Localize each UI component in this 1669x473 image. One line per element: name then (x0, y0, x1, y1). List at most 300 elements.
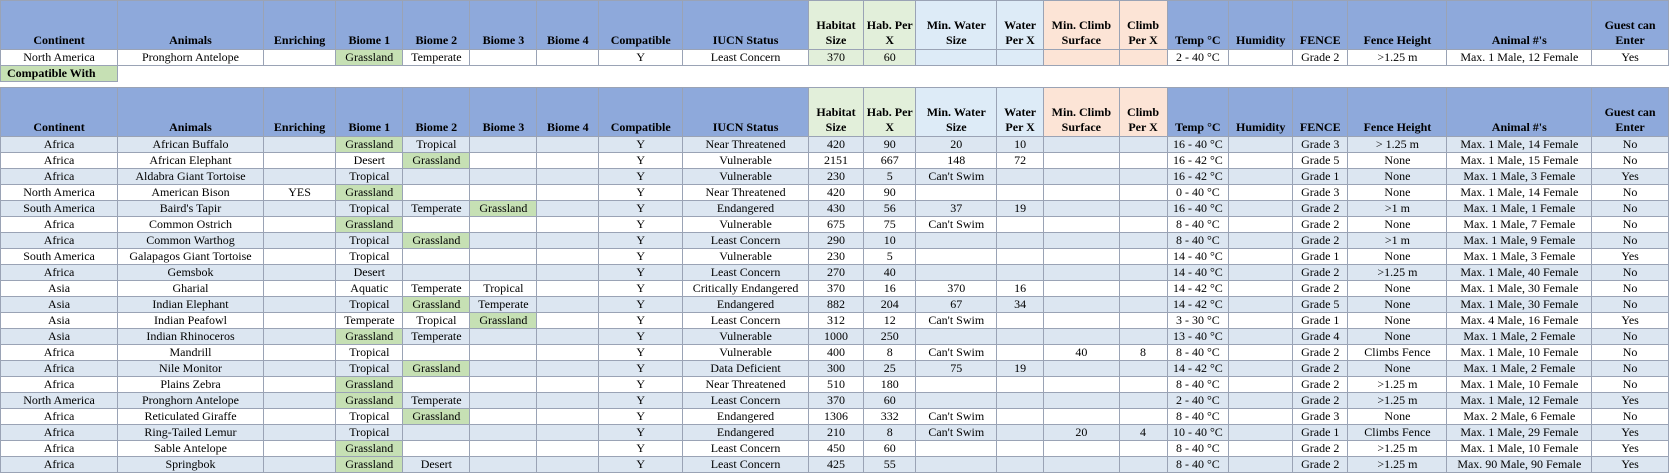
cell-fence-height[interactable]: >1 m (1348, 201, 1447, 217)
cell-water-per-x[interactable] (997, 345, 1044, 361)
cell-biome4[interactable] (537, 50, 599, 66)
cell-animal[interactable]: Reticulated Giraffe (118, 409, 264, 425)
cell-compatible[interactable]: Y (599, 345, 683, 361)
cell-enriching[interactable] (263, 281, 335, 297)
cell-habitat-size[interactable]: 370 (808, 281, 863, 297)
cell-biome4[interactable] (537, 169, 599, 185)
cell-biome1[interactable]: Tropical (336, 425, 403, 441)
cell-iucn[interactable]: Vulnerable (683, 169, 809, 185)
cell-min-water[interactable]: 148 (916, 153, 997, 169)
cell-biome1[interactable]: Grassland (336, 50, 403, 66)
cell-min-climb[interactable] (1044, 233, 1120, 249)
cell-humidity[interactable] (1229, 457, 1293, 473)
cell-humidity[interactable] (1229, 153, 1293, 169)
cell-min-climb[interactable] (1044, 201, 1120, 217)
cell-guest-enter[interactable]: Yes (1592, 313, 1669, 329)
cell-min-climb[interactable]: 20 (1044, 425, 1120, 441)
cell-climb-per-x[interactable]: 8 (1119, 345, 1167, 361)
cell-habitat-size[interactable]: 370 (808, 50, 863, 66)
cell-fence[interactable]: Grade 2 (1293, 281, 1348, 297)
cell-water-per-x[interactable]: 10 (997, 137, 1044, 153)
cell-guest-enter[interactable]: Yes (1592, 425, 1669, 441)
cell-fence-height[interactable]: >1 m (1348, 233, 1447, 249)
cell-biome4[interactable] (537, 137, 599, 153)
cell-temp[interactable]: 2 - 40 °C (1167, 50, 1229, 66)
cell-animal-counts[interactable]: Max. 1 Male, 12 Female (1447, 50, 1592, 66)
cell-biome4[interactable] (537, 249, 599, 265)
cell-animal-counts[interactable]: Max. 1 Male, 3 Female (1447, 249, 1592, 265)
cell-humidity[interactable] (1229, 425, 1293, 441)
cell-continent[interactable]: Africa (1, 137, 118, 153)
cell-climb-per-x[interactable] (1119, 441, 1167, 457)
cell-fence-height[interactable]: None (1348, 281, 1447, 297)
cell-compatible[interactable]: Y (599, 153, 683, 169)
cell-climb-per-x[interactable] (1119, 409, 1167, 425)
cell-humidity[interactable] (1229, 393, 1293, 409)
cell-biome3[interactable] (470, 137, 537, 153)
cell-biome3[interactable] (470, 457, 537, 473)
cell-biome2[interactable] (403, 217, 470, 233)
cell-biome2[interactable] (403, 441, 470, 457)
header-min-water[interactable]: Min. Water Size (916, 1, 997, 50)
cell-biome1[interactable]: Grassland (336, 217, 403, 233)
compatible-with-label[interactable]: Compatible With (1, 66, 118, 82)
cell-iucn[interactable]: Vulnerable (683, 249, 809, 265)
cell-biome4[interactable] (537, 281, 599, 297)
cell-enriching[interactable]: YES (263, 185, 335, 201)
cell-min-climb[interactable] (1044, 313, 1120, 329)
cell-animal[interactable]: Galapagos Giant Tortoise (118, 249, 264, 265)
cell-temp[interactable]: 16 - 40 °C (1167, 137, 1229, 153)
cell-guest-enter[interactable]: Yes (1592, 441, 1669, 457)
cell-climb-per-x[interactable] (1119, 169, 1167, 185)
cell-animal-counts[interactable]: Max. 1 Male, 1 Female (1447, 201, 1592, 217)
cell-fence-height[interactable]: Climbs Fence (1348, 425, 1447, 441)
cell-compatible[interactable]: Y (599, 281, 683, 297)
cell-min-water[interactable] (916, 265, 997, 281)
cell-climb-per-x[interactable] (1119, 281, 1167, 297)
cell-min-water[interactable]: 370 (916, 281, 997, 297)
header-climb-per-x[interactable]: Climb Per X (1119, 88, 1167, 137)
cell-fence[interactable]: Grade 3 (1293, 409, 1348, 425)
cell-climb-per-x[interactable] (1119, 137, 1167, 153)
cell-temp[interactable]: 8 - 40 °C (1167, 457, 1229, 473)
cell-biome2[interactable] (403, 345, 470, 361)
cell-min-climb[interactable] (1044, 169, 1120, 185)
cell-biome3[interactable] (470, 169, 537, 185)
cell-water-per-x[interactable] (997, 185, 1044, 201)
cell-guest-enter[interactable]: No (1592, 265, 1669, 281)
cell-biome4[interactable] (537, 265, 599, 281)
cell-climb-per-x[interactable] (1119, 185, 1167, 201)
cell-biome2[interactable]: Temperate (403, 201, 470, 217)
cell-biome3[interactable] (470, 425, 537, 441)
cell-fence-height[interactable]: None (1348, 313, 1447, 329)
cell-hab-per-x[interactable]: 5 (864, 169, 916, 185)
header-biome2[interactable]: Biome 2 (403, 1, 470, 50)
cell-fence[interactable]: Grade 2 (1293, 441, 1348, 457)
cell-water-per-x[interactable] (997, 169, 1044, 185)
cell-water-per-x[interactable] (997, 377, 1044, 393)
cell-continent[interactable]: Asia (1, 281, 118, 297)
cell-min-climb[interactable] (1044, 441, 1120, 457)
cell-biome4[interactable] (537, 297, 599, 313)
cell-guest-enter[interactable]: No (1592, 377, 1669, 393)
cell-biome1[interactable]: Tropical (336, 201, 403, 217)
cell-temp[interactable]: 3 - 30 °C (1167, 313, 1229, 329)
cell-compatible[interactable]: Y (599, 185, 683, 201)
cell-enriching[interactable] (263, 345, 335, 361)
cell-fence-height[interactable]: >1.25 m (1348, 377, 1447, 393)
cell-water-per-x[interactable]: 19 (997, 201, 1044, 217)
cell-biome1[interactable]: Grassland (336, 441, 403, 457)
cell-min-climb[interactable] (1044, 217, 1120, 233)
cell-min-water[interactable]: Can't Swim (916, 425, 997, 441)
cell-climb-per-x[interactable] (1119, 233, 1167, 249)
cell-animal[interactable]: Gharial (118, 281, 264, 297)
header-biome4[interactable]: Biome 4 (537, 88, 599, 137)
cell-biome2[interactable]: Grassland (403, 409, 470, 425)
cell-min-climb[interactable] (1044, 457, 1120, 473)
cell-biome2[interactable]: Temperate (403, 50, 470, 66)
cell-iucn[interactable]: Near Threatened (683, 185, 809, 201)
cell-iucn[interactable]: Least Concern (683, 265, 809, 281)
cell-biome3[interactable] (470, 329, 537, 345)
cell-humidity[interactable] (1229, 50, 1293, 66)
cell-hab-per-x[interactable]: 667 (864, 153, 916, 169)
cell-guest-enter[interactable]: Yes (1592, 457, 1669, 473)
cell-animal[interactable]: Springbok (118, 457, 264, 473)
header-temp[interactable]: Temp °C (1167, 1, 1229, 50)
cell-iucn[interactable]: Endangered (683, 297, 809, 313)
cell-humidity[interactable] (1229, 217, 1293, 233)
cell-animal[interactable]: Common Ostrich (118, 217, 264, 233)
cell-water-per-x[interactable] (997, 265, 1044, 281)
cell-animal[interactable]: Ring-Tailed Lemur (118, 425, 264, 441)
cell-climb-per-x[interactable] (1119, 217, 1167, 233)
cell-fence-height[interactable]: None (1348, 185, 1447, 201)
cell-continent[interactable]: Africa (1, 233, 118, 249)
cell-guest-enter[interactable]: Yes (1592, 169, 1669, 185)
cell-enriching[interactable] (263, 313, 335, 329)
cell-temp[interactable]: 8 - 40 °C (1167, 233, 1229, 249)
cell-iucn[interactable]: Least Concern (683, 441, 809, 457)
cell-animal[interactable]: Indian Peafowl (118, 313, 264, 329)
cell-biome1[interactable]: Tropical (336, 249, 403, 265)
cell-water-per-x[interactable] (997, 425, 1044, 441)
cell-iucn[interactable]: Vulnerable (683, 217, 809, 233)
cell-guest-enter[interactable]: No (1592, 137, 1669, 153)
cell-guest-enter[interactable]: No (1592, 153, 1669, 169)
cell-biome3[interactable] (470, 377, 537, 393)
cell-water-per-x[interactable] (997, 217, 1044, 233)
cell-biome2[interactable]: Tropical (403, 137, 470, 153)
cell-biome3[interactable] (470, 185, 537, 201)
cell-iucn[interactable]: Least Concern (683, 393, 809, 409)
header-water-per-x[interactable]: Water Per X (997, 88, 1044, 137)
cell-min-water[interactable] (916, 50, 997, 66)
cell-fence[interactable]: Grade 1 (1293, 169, 1348, 185)
cell-biome2[interactable]: Temperate (403, 393, 470, 409)
cell-biome4[interactable] (537, 233, 599, 249)
cell-habitat-size[interactable]: 312 (808, 313, 863, 329)
cell-biome1[interactable]: Grassland (336, 185, 403, 201)
cell-compatible[interactable]: Y (599, 377, 683, 393)
cell-animal-counts[interactable]: Max. 1 Male, 10 Female (1447, 377, 1592, 393)
cell-guest-enter[interactable]: No (1592, 185, 1669, 201)
cell-fence[interactable]: Grade 2 (1293, 201, 1348, 217)
cell-compatible[interactable]: Y (599, 217, 683, 233)
cell-guest-enter[interactable]: No (1592, 361, 1669, 377)
cell-hab-per-x[interactable]: 5 (864, 249, 916, 265)
cell-hab-per-x[interactable]: 12 (864, 313, 916, 329)
cell-temp[interactable]: 2 - 40 °C (1167, 393, 1229, 409)
cell-biome3[interactable] (470, 361, 537, 377)
cell-enriching[interactable] (263, 233, 335, 249)
cell-iucn[interactable]: Vulnerable (683, 329, 809, 345)
cell-biome4[interactable] (537, 217, 599, 233)
cell-habitat-size[interactable]: 300 (808, 361, 863, 377)
header-iucn[interactable]: IUCN Status (683, 88, 809, 137)
cell-fence-height[interactable]: > 1.25 m (1348, 137, 1447, 153)
cell-humidity[interactable] (1229, 409, 1293, 425)
header-compatible[interactable]: Compatible (599, 88, 683, 137)
cell-fence[interactable]: Grade 2 (1293, 457, 1348, 473)
header-fence-height[interactable]: Fence Height (1348, 88, 1447, 137)
cell-biome2[interactable] (403, 265, 470, 281)
header-guest-enter[interactable]: Guest can Enter (1592, 1, 1669, 50)
header-enriching[interactable]: Enriching (263, 88, 335, 137)
header-humidity[interactable]: Humidity (1229, 88, 1293, 137)
cell-iucn[interactable]: Data Deficient (683, 361, 809, 377)
cell-animal-counts[interactable]: Max. 1 Male, 7 Female (1447, 217, 1592, 233)
cell-biome2[interactable] (403, 169, 470, 185)
header-biome2[interactable]: Biome 2 (403, 88, 470, 137)
cell-fence[interactable]: Grade 3 (1293, 185, 1348, 201)
header-hab-per-x[interactable]: Hab. Per X (864, 1, 916, 50)
cell-biome2[interactable]: Grassland (403, 153, 470, 169)
cell-fence-height[interactable]: >1.25 m (1348, 265, 1447, 281)
cell-animal-counts[interactable]: Max. 1 Male, 3 Female (1447, 169, 1592, 185)
cell-habitat-size[interactable]: 510 (808, 377, 863, 393)
cell-habitat-size[interactable]: 230 (808, 249, 863, 265)
cell-humidity[interactable] (1229, 185, 1293, 201)
cell-biome3[interactable] (470, 441, 537, 457)
cell-habitat-size[interactable]: 1306 (808, 409, 863, 425)
cell-animal-counts[interactable]: Max. 2 Male, 6 Female (1447, 409, 1592, 425)
header-climb-per-x[interactable]: Climb Per X (1119, 1, 1167, 50)
cell-temp[interactable]: 8 - 40 °C (1167, 409, 1229, 425)
header-animals[interactable]: Animals (118, 1, 264, 50)
cell-iucn[interactable]: Critically Endangered (683, 281, 809, 297)
cell-animal[interactable]: Indian Elephant (118, 297, 264, 313)
cell-continent[interactable]: North America (1, 185, 118, 201)
cell-continent[interactable]: Africa (1, 169, 118, 185)
cell-biome1[interactable]: Grassland (336, 329, 403, 345)
cell-habitat-size[interactable]: 420 (808, 185, 863, 201)
cell-biome4[interactable] (537, 457, 599, 473)
header-hab-per-x[interactable]: Hab. Per X (864, 88, 916, 137)
header-biome3[interactable]: Biome 3 (470, 1, 537, 50)
cell-min-climb[interactable] (1044, 185, 1120, 201)
cell-temp[interactable]: 16 - 42 °C (1167, 169, 1229, 185)
cell-min-water[interactable] (916, 377, 997, 393)
cell-habitat-size[interactable]: 675 (808, 217, 863, 233)
cell-fence-height[interactable]: None (1348, 409, 1447, 425)
cell-animal[interactable]: Nile Monitor (118, 361, 264, 377)
cell-compatible[interactable]: Y (599, 233, 683, 249)
cell-continent[interactable]: Africa (1, 265, 118, 281)
cell-biome1[interactable]: Grassland (336, 137, 403, 153)
cell-fence[interactable]: Grade 2 (1293, 217, 1348, 233)
cell-iucn[interactable]: Vulnerable (683, 153, 809, 169)
cell-biome4[interactable] (537, 345, 599, 361)
cell-animal-counts[interactable]: Max. 1 Male, 30 Female (1447, 297, 1592, 313)
cell-water-per-x[interactable] (997, 233, 1044, 249)
cell-fence[interactable]: Grade 5 (1293, 153, 1348, 169)
header-animal-counts[interactable]: Animal #'s (1447, 1, 1592, 50)
cell-enriching[interactable] (263, 249, 335, 265)
cell-water-per-x[interactable] (997, 441, 1044, 457)
cell-guest-enter[interactable]: No (1592, 201, 1669, 217)
cell-enriching[interactable] (263, 50, 335, 66)
header-biome1[interactable]: Biome 1 (336, 88, 403, 137)
cell-animal[interactable]: African Buffalo (118, 137, 264, 153)
cell-biome3[interactable] (470, 233, 537, 249)
cell-hab-per-x[interactable]: 332 (864, 409, 916, 425)
cell-biome3[interactable] (470, 217, 537, 233)
cell-temp[interactable]: 16 - 40 °C (1167, 201, 1229, 217)
cell-hab-per-x[interactable]: 60 (864, 50, 916, 66)
cell-min-water[interactable] (916, 185, 997, 201)
cell-humidity[interactable] (1229, 249, 1293, 265)
header-biome3[interactable]: Biome 3 (470, 88, 537, 137)
cell-habitat-size[interactable]: 420 (808, 137, 863, 153)
cell-biome3[interactable] (470, 153, 537, 169)
cell-min-climb[interactable] (1044, 50, 1120, 66)
header-biome4[interactable]: Biome 4 (537, 1, 599, 50)
cell-biome2[interactable] (403, 377, 470, 393)
cell-climb-per-x[interactable] (1119, 50, 1167, 66)
cell-iucn[interactable]: Endangered (683, 425, 809, 441)
cell-min-water[interactable]: Can't Swim (916, 169, 997, 185)
cell-guest-enter[interactable]: Yes (1592, 50, 1669, 66)
cell-fence[interactable]: Grade 2 (1293, 377, 1348, 393)
cell-animal-counts[interactable]: Max. 1 Male, 2 Female (1447, 361, 1592, 377)
cell-compatible[interactable]: Y (599, 50, 683, 66)
header-habitat-size[interactable]: Habitat Size (808, 1, 863, 50)
cell-hab-per-x[interactable]: 8 (864, 345, 916, 361)
cell-min-climb[interactable] (1044, 249, 1120, 265)
cell-animal-counts[interactable]: Max. 1 Male, 29 Female (1447, 425, 1592, 441)
cell-enriching[interactable] (263, 169, 335, 185)
cell-biome1[interactable]: Aquatic (336, 281, 403, 297)
cell-min-climb[interactable] (1044, 409, 1120, 425)
cell-fence-height[interactable]: >1.25 m (1348, 393, 1447, 409)
cell-animal-counts[interactable]: Max. 1 Male, 14 Female (1447, 185, 1592, 201)
cell-fence-height[interactable]: None (1348, 153, 1447, 169)
cell-guest-enter[interactable]: No (1592, 409, 1669, 425)
cell-fence-height[interactable]: None (1348, 169, 1447, 185)
cell-continent[interactable]: Africa (1, 361, 118, 377)
cell-habitat-size[interactable]: 2151 (808, 153, 863, 169)
cell-enriching[interactable] (263, 265, 335, 281)
cell-biome2[interactable]: Grassland (403, 361, 470, 377)
cell-humidity[interactable] (1229, 201, 1293, 217)
cell-min-climb[interactable] (1044, 393, 1120, 409)
cell-compatible[interactable]: Y (599, 313, 683, 329)
cell-hab-per-x[interactable]: 75 (864, 217, 916, 233)
cell-biome1[interactable]: Desert (336, 265, 403, 281)
cell-habitat-size[interactable]: 430 (808, 201, 863, 217)
cell-hab-per-x[interactable]: 90 (864, 185, 916, 201)
cell-humidity[interactable] (1229, 137, 1293, 153)
cell-continent[interactable]: Africa (1, 345, 118, 361)
cell-min-climb[interactable] (1044, 281, 1120, 297)
cell-biome4[interactable] (537, 201, 599, 217)
cell-biome4[interactable] (537, 329, 599, 345)
cell-continent[interactable]: Africa (1, 377, 118, 393)
cell-hab-per-x[interactable]: 56 (864, 201, 916, 217)
cell-habitat-size[interactable]: 882 (808, 297, 863, 313)
cell-humidity[interactable] (1229, 329, 1293, 345)
cell-hab-per-x[interactable]: 60 (864, 393, 916, 409)
cell-biome3[interactable] (470, 393, 537, 409)
cell-biome4[interactable] (537, 377, 599, 393)
cell-biome3[interactable] (470, 409, 537, 425)
cell-biome3[interactable] (470, 249, 537, 265)
header-min-water[interactable]: Min. Water Size (916, 88, 997, 137)
cell-min-water[interactable]: Can't Swim (916, 409, 997, 425)
cell-fence-height[interactable]: None (1348, 297, 1447, 313)
cell-min-climb[interactable] (1044, 297, 1120, 313)
cell-fence-height[interactable]: None (1348, 217, 1447, 233)
cell-climb-per-x[interactable] (1119, 361, 1167, 377)
cell-water-per-x[interactable] (997, 393, 1044, 409)
cell-min-climb[interactable] (1044, 265, 1120, 281)
cell-climb-per-x[interactable] (1119, 249, 1167, 265)
cell-animal-counts[interactable]: Max. 1 Male, 9 Female (1447, 233, 1592, 249)
cell-temp[interactable]: 14 - 40 °C (1167, 249, 1229, 265)
cell-enriching[interactable] (263, 409, 335, 425)
cell-min-water[interactable] (916, 457, 997, 473)
cell-continent[interactable]: Africa (1, 153, 118, 169)
cell-biome2[interactable]: Temperate (403, 329, 470, 345)
cell-enriching[interactable] (263, 329, 335, 345)
cell-fence[interactable]: Grade 2 (1293, 265, 1348, 281)
cell-climb-per-x[interactable]: 4 (1119, 425, 1167, 441)
cell-min-water[interactable] (916, 233, 997, 249)
cell-temp[interactable]: 8 - 40 °C (1167, 377, 1229, 393)
cell-min-climb[interactable] (1044, 137, 1120, 153)
cell-biome1[interactable]: Grassland (336, 393, 403, 409)
header-fence[interactable]: FENCE (1293, 88, 1348, 137)
cell-iucn[interactable]: Least Concern (683, 50, 809, 66)
cell-min-water[interactable]: Can't Swim (916, 313, 997, 329)
header-temp[interactable]: Temp °C (1167, 88, 1229, 137)
cell-min-climb[interactable] (1044, 329, 1120, 345)
cell-biome1[interactable]: Tropical (336, 169, 403, 185)
cell-enriching[interactable] (263, 425, 335, 441)
header-guest-enter[interactable]: Guest can Enter (1592, 88, 1669, 137)
cell-fence[interactable]: Grade 3 (1293, 137, 1348, 153)
cell-biome2[interactable]: Temperate (403, 281, 470, 297)
cell-climb-per-x[interactable] (1119, 393, 1167, 409)
cell-hab-per-x[interactable]: 250 (864, 329, 916, 345)
cell-continent[interactable]: Africa (1, 409, 118, 425)
cell-biome2[interactable] (403, 185, 470, 201)
cell-hab-per-x[interactable]: 40 (864, 265, 916, 281)
